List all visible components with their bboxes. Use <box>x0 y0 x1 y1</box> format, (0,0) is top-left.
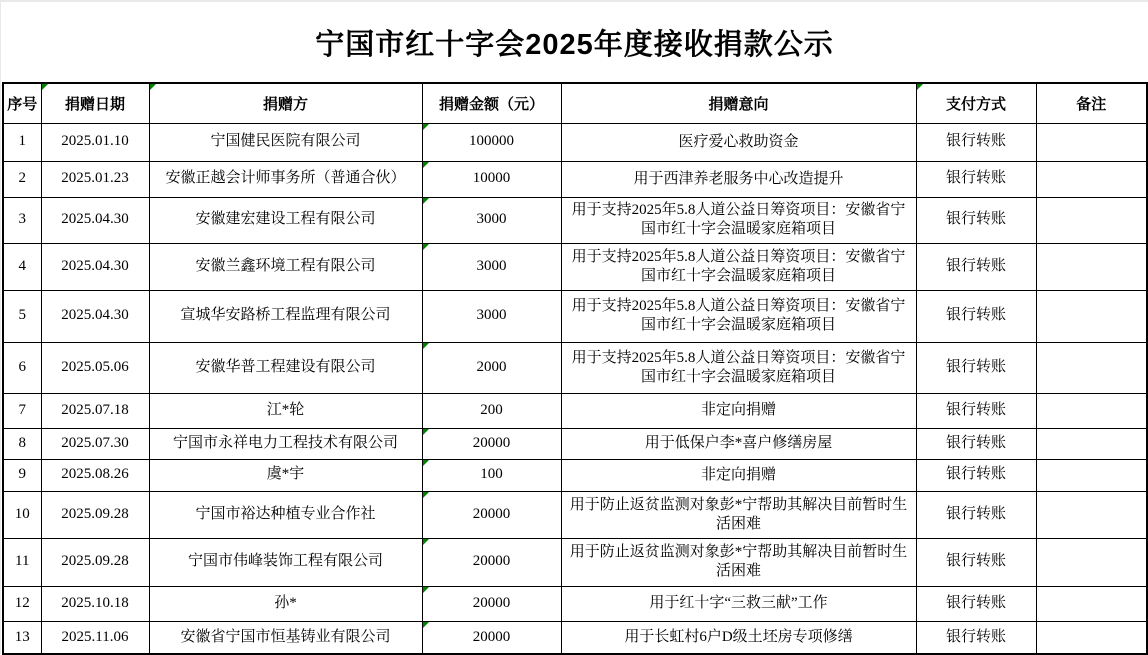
cell-date[interactable] <box>41 290 149 342</box>
cell-payment[interactable] <box>916 621 1036 654</box>
date-value: 2025.01.23 <box>61 170 129 187</box>
col-header-no[interactable] <box>3 83 41 123</box>
table-row <box>3 491 1147 538</box>
payment-value: 银行转账 <box>945 505 1006 522</box>
serial-value: 10 <box>14 505 30 522</box>
intent-value: 用于支持2025年5.8人道公益日筹资项目：安徽省宁国市红十字会温暖家庭箱项目 <box>571 248 906 284</box>
cell-flag-icon <box>42 84 48 90</box>
cell-flag-icon <box>423 460 429 466</box>
donor-value: 安徽建宏建设工程有限公司 <box>195 211 376 228</box>
serial-value: 9 <box>18 466 26 483</box>
table-row <box>3 393 1147 428</box>
cell-remark[interactable] <box>1036 491 1147 538</box>
cell-remark[interactable] <box>1036 621 1147 654</box>
cell-amount[interactable] <box>422 428 561 459</box>
intent-value: 用于防止返贫监测对象彭*宁帮助其解决目前暂时生活困难 <box>569 544 908 579</box>
cell-amount[interactable] <box>422 459 561 491</box>
cell-payment[interactable] <box>916 586 1036 621</box>
cell-serial[interactable] <box>3 290 41 342</box>
cell-payment[interactable] <box>916 290 1036 342</box>
col-header-label: 捐赠意向 <box>708 95 769 113</box>
payment-value: 银行转账 <box>945 170 1006 187</box>
table-row <box>3 243 1147 290</box>
amount-value: 20000 <box>472 505 511 522</box>
payment-value: 银行转账 <box>945 553 1006 570</box>
cell-intent[interactable] <box>561 621 916 654</box>
cell-date[interactable] <box>41 538 149 586</box>
col-header-label: 序号 <box>7 95 38 113</box>
cell-serial[interactable] <box>3 428 41 459</box>
serial-value: 12 <box>14 594 30 611</box>
table-body <box>3 123 1147 654</box>
cell-payment[interactable] <box>916 538 1036 586</box>
table-row <box>3 538 1147 586</box>
amount-value: 3000 <box>476 307 507 324</box>
cell-flag-icon <box>150 84 156 90</box>
cell-serial[interactable] <box>3 342 41 393</box>
cell-intent[interactable] <box>561 161 916 197</box>
amount-value: 100000 <box>469 133 514 150</box>
cell-flag-icon <box>917 84 923 90</box>
intent-value: 非定向捐赠 <box>700 466 776 483</box>
cell-payment[interactable] <box>916 393 1036 428</box>
intent-value: 用于低保户李*喜户修缮房屋 <box>644 435 833 452</box>
cell-amount[interactable] <box>422 491 561 538</box>
amount-value: 20000 <box>472 553 511 570</box>
date-value: 2025.04.30 <box>61 257 129 274</box>
donor-value: 宁国市永祥电力工程技术有限公司 <box>172 434 398 451</box>
cell-donor[interactable] <box>149 428 422 459</box>
amount-value: 10000 <box>472 170 511 187</box>
cell-date[interactable] <box>41 342 149 393</box>
intent-value: 用于防止返贫监测对象彭*宁帮助其解决目前暂时生活困难 <box>569 496 908 532</box>
col-header-label: 捐赠方 <box>262 95 308 113</box>
table-row <box>3 428 1147 459</box>
serial-value: 4 <box>18 257 26 274</box>
cell-donor[interactable] <box>149 290 422 342</box>
serial-value: 7 <box>18 401 26 418</box>
payment-value: 银行转账 <box>945 466 1006 483</box>
date-value: 2025.08.26 <box>61 466 129 483</box>
table-row <box>3 161 1147 197</box>
col-header-donor[interactable] <box>149 83 422 123</box>
amount-value: 100 <box>480 466 503 483</box>
date-value: 2025.04.30 <box>61 307 129 324</box>
cell-donor[interactable] <box>149 586 422 621</box>
cell-remark[interactable] <box>1036 123 1147 161</box>
cell-amount[interactable] <box>422 161 561 197</box>
cell-amount[interactable] <box>422 123 561 161</box>
donor-value: 宁国健民医院有限公司 <box>210 133 361 150</box>
cell-flag-icon <box>423 492 429 498</box>
table-row <box>3 290 1147 342</box>
cell-intent[interactable] <box>561 586 916 621</box>
cell-amount[interactable] <box>422 290 561 342</box>
serial-value: 1 <box>18 133 26 150</box>
cell-flag-icon <box>423 539 429 545</box>
intent-value: 用于西津养老服务中心改造提升 <box>633 170 844 187</box>
donor-value: 宣城华安路桥工程监理有限公司 <box>180 307 391 324</box>
cell-donor[interactable] <box>149 342 422 393</box>
intent-value: 用于红十字“三救三献”工作 <box>649 595 828 612</box>
date-value: 2025.01.10 <box>61 133 129 150</box>
payment-value: 银行转账 <box>945 307 1006 324</box>
cell-serial[interactable] <box>3 123 41 161</box>
donor-value: 宁国市裕达种植专业合作社 <box>195 505 376 522</box>
cell-remark[interactable] <box>1036 243 1147 290</box>
date-value: 2025.09.28 <box>61 505 129 522</box>
cell-intent[interactable] <box>561 123 916 161</box>
cell-donor[interactable] <box>149 538 422 586</box>
cell-date[interactable] <box>41 243 149 290</box>
cell-serial[interactable] <box>3 393 41 428</box>
cell-payment[interactable] <box>916 197 1036 243</box>
cell-remark[interactable] <box>1036 459 1147 491</box>
cell-intent[interactable] <box>561 428 916 459</box>
cell-date[interactable] <box>41 586 149 621</box>
cell-serial[interactable] <box>3 491 41 538</box>
cell-flag-icon <box>423 198 429 204</box>
cell-serial[interactable] <box>3 586 41 621</box>
cell-donor[interactable] <box>149 621 422 654</box>
intent-value: 用于支持2025年5.8人道公益日筹资项目：安徽省宁国市红十字会温暖家庭箱项目 <box>571 202 906 237</box>
cell-donor[interactable] <box>149 123 422 161</box>
cell-remark[interactable] <box>1036 428 1147 459</box>
table-header-row <box>3 83 1147 123</box>
cell-remark[interactable] <box>1036 197 1147 243</box>
table-row <box>3 586 1147 621</box>
serial-value: 5 <box>18 307 26 324</box>
intent-value: 非定向捐赠 <box>700 402 776 419</box>
cell-intent[interactable] <box>561 243 916 290</box>
cell-amount[interactable] <box>422 393 561 428</box>
cell-donor[interactable] <box>149 197 422 243</box>
col-header-label: 捐赠金额（元） <box>438 95 544 113</box>
cell-amount[interactable] <box>422 586 561 621</box>
cell-intent[interactable] <box>561 393 916 428</box>
cell-flag-icon <box>423 429 429 435</box>
table-row <box>3 197 1147 243</box>
date-value: 2025.11.06 <box>61 628 129 645</box>
cell-flag-icon <box>423 162 429 168</box>
table-row <box>3 342 1147 393</box>
payment-value: 银行转账 <box>945 211 1006 228</box>
serial-value: 11 <box>15 553 30 570</box>
cell-amount[interactable] <box>422 197 561 243</box>
date-value: 2025.07.18 <box>61 401 129 418</box>
cell-intent[interactable] <box>561 459 916 491</box>
amount-value: 200 <box>480 401 503 418</box>
date-value: 2025.07.30 <box>61 434 129 451</box>
cell-date[interactable] <box>41 393 149 428</box>
date-value: 2025.05.06 <box>61 358 129 375</box>
cell-intent[interactable] <box>561 538 916 586</box>
cell-intent[interactable] <box>561 342 916 393</box>
intent-value: 用于长虹村6户D级土坯房专项修缮 <box>624 628 853 645</box>
table-row <box>3 621 1147 654</box>
cell-donor[interactable] <box>149 459 422 491</box>
cell-flag-icon <box>423 343 429 349</box>
cell-remark[interactable] <box>1036 586 1147 621</box>
cell-serial[interactable] <box>3 459 41 491</box>
payment-value: 银行转账 <box>945 358 1006 375</box>
col-header-label: 支付方式 <box>945 95 1006 113</box>
intent-value: 医疗爱心救助资金 <box>678 133 799 150</box>
donations-table <box>2 82 1148 655</box>
cell-remark[interactable] <box>1036 538 1147 586</box>
donor-value: 安徽兰鑫环境工程有限公司 <box>195 257 376 274</box>
payment-value: 银行转账 <box>945 434 1006 451</box>
cell-payment[interactable] <box>916 491 1036 538</box>
cell-amount[interactable] <box>422 243 561 290</box>
cell-payment[interactable] <box>916 243 1036 290</box>
cell-payment[interactable] <box>916 342 1036 393</box>
page-title: 宁国市红十字会2025年度接收捐款公示 <box>315 28 834 61</box>
cell-remark[interactable] <box>1036 290 1147 342</box>
cell-donor[interactable] <box>149 243 422 290</box>
amount-value: 20000 <box>472 434 511 451</box>
intent-value: 用于支持2025年5.8人道公益日筹资项目：安徽省宁国市红十字会温暖家庭箱项目 <box>571 298 906 333</box>
cell-date[interactable] <box>41 459 149 491</box>
serial-value: 3 <box>18 211 26 228</box>
cell-serial[interactable] <box>3 161 41 197</box>
serial-value: 2 <box>18 170 26 187</box>
payment-value: 银行转账 <box>945 594 1006 611</box>
payment-value: 银行转账 <box>945 257 1006 274</box>
cell-serial[interactable] <box>3 538 41 586</box>
col-header-payment[interactable] <box>916 83 1036 123</box>
amount-value: 3000 <box>476 257 507 274</box>
cell-flag-icon <box>423 244 429 250</box>
cell-amount[interactable] <box>422 342 561 393</box>
serial-value: 13 <box>14 628 30 645</box>
col-header-label: 备注 <box>1076 95 1107 113</box>
cell-date[interactable] <box>41 491 149 538</box>
cell-donor[interactable] <box>149 393 422 428</box>
amount-value: 20000 <box>472 628 511 645</box>
cell-date[interactable] <box>41 428 149 459</box>
cell-amount[interactable] <box>422 538 561 586</box>
col-header-amount[interactable] <box>422 83 561 123</box>
cell-date[interactable] <box>41 161 149 197</box>
donor-value: 安徽省宁国市恒基铸业有限公司 <box>180 628 391 645</box>
serial-value: 8 <box>18 434 26 451</box>
cell-flag-icon <box>423 622 429 628</box>
donor-value: 宁国市伟峰装饰工程有限公司 <box>187 553 383 570</box>
donor-value: 孙* <box>274 594 297 611</box>
table-row <box>3 459 1147 491</box>
cell-remark[interactable] <box>1036 393 1147 428</box>
cell-serial[interactable] <box>3 243 41 290</box>
cell-remark[interactable] <box>1036 161 1147 197</box>
date-value: 2025.10.18 <box>61 594 129 611</box>
donor-value: 虞*宇 <box>266 466 305 483</box>
payment-value: 银行转账 <box>945 133 1006 150</box>
cell-date[interactable] <box>41 621 149 654</box>
col-header-label: 捐赠日期 <box>64 95 125 113</box>
cell-amount[interactable] <box>422 621 561 654</box>
amount-value: 3000 <box>476 211 507 228</box>
date-value: 2025.09.28 <box>61 553 129 570</box>
cell-intent[interactable] <box>561 197 916 243</box>
amount-value: 20000 <box>472 594 511 611</box>
amount-value: 2000 <box>476 358 507 375</box>
serial-value: 6 <box>18 358 26 375</box>
col-header-remark[interactable] <box>1036 83 1147 123</box>
donor-value: 安徽正越会计师事务所（普通合伙） <box>165 170 406 187</box>
cell-intent[interactable] <box>561 290 916 342</box>
cell-serial[interactable] <box>3 621 41 654</box>
donor-value: 江*轮 <box>266 401 305 418</box>
col-header-intent[interactable] <box>561 83 916 123</box>
cell-payment[interactable] <box>916 161 1036 197</box>
cell-date[interactable] <box>41 123 149 161</box>
cell-remark[interactable] <box>1036 342 1147 393</box>
cell-donor[interactable] <box>149 491 422 538</box>
col-header-date[interactable] <box>41 83 149 123</box>
cell-date[interactable] <box>41 197 149 243</box>
donor-value: 安徽华普工程建设有限公司 <box>195 358 376 375</box>
cell-donor[interactable] <box>149 161 422 197</box>
cell-intent[interactable] <box>561 491 916 538</box>
cell-serial[interactable] <box>3 197 41 243</box>
cell-payment[interactable] <box>916 428 1036 459</box>
cell-flag-icon <box>423 124 429 130</box>
cell-payment[interactable] <box>916 123 1036 161</box>
date-value: 2025.04.30 <box>61 211 129 228</box>
payment-value: 银行转账 <box>945 401 1006 418</box>
intent-value: 用于支持2025年5.8人道公益日筹资项目：安徽省宁国市红十字会温暖家庭箱项目 <box>571 349 906 385</box>
cell-flag-icon <box>423 587 429 593</box>
cell-payment[interactable] <box>916 459 1036 491</box>
table-row <box>3 123 1147 161</box>
payment-value: 银行转账 <box>945 628 1006 645</box>
